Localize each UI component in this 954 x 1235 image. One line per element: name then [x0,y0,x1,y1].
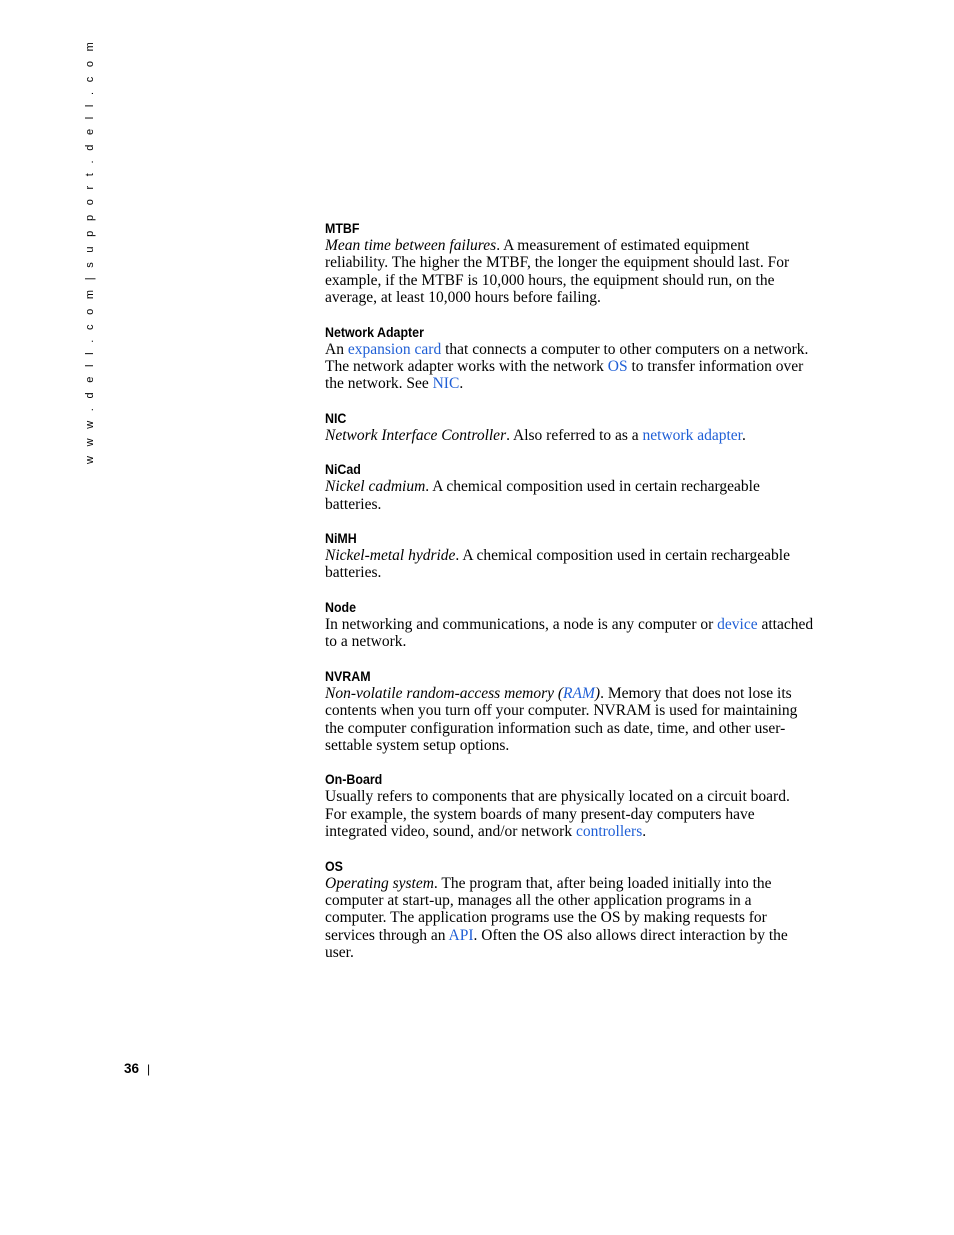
glossary-definition [325,875,815,962]
glossary-definition [325,341,815,393]
definition-text: . A chemical composition used in certain rechargeable batteries. [325,478,760,513]
definition-expansion: Operating system [325,874,434,892]
glossary-entry [325,410,815,444]
cross-reference-link[interactable]: NIC [432,375,460,393]
definition-expansion: Non-volatile random-access memory ( [325,684,564,702]
glossary-term: MTBF [325,221,360,236]
glossary-term: Node [325,599,357,615]
glossary-definition [325,788,815,840]
glossary-term: NVRAM [325,668,371,684]
definition-text: . A chemical composition used in certain rechargeable batteries. [325,547,790,582]
glossary-term: OS [325,858,343,874]
cross-reference-link[interactable]: device [717,615,758,633]
definition-text: . A measurement of estimated equipment reliability. The higher the MTBF, the longer the equipment should last. For example, if the MTBF is 10,000 hours, the equipment should run, on the average, at least 10,000 hours before failing. [325,237,790,307]
definition-expansion: ) [594,684,601,702]
definition-text: Usually refers to components that are physically located on a circuit board. For example, the system boards of many present-day computers have integrated video, sound, and/or network [325,788,790,841]
glossary-term: Network Adapter [325,324,424,340]
cross-reference-link[interactable]: RAM [563,684,595,702]
definition-text: . Memory that does not lose its contents when you turn off your computer. NVRAM is used for maintaining the computer configuration information such as date, time, and other user-settable system setup options. [325,684,798,754]
definition-text: . Also referred to as a [506,426,643,444]
definition-text: An [325,340,348,358]
glossary-definition [325,547,815,582]
glossary-entry [325,668,815,755]
definition-text: . The program that, after being loaded initially into the computer at start-up, manages all the other application programs in a computer. The application programs use the OS by making requests for services through an [325,874,772,944]
glossary-content [325,220,815,979]
definition-expansion: Network Interface Controller [325,426,507,444]
glossary-term: On-Board [325,772,383,788]
cross-reference-link[interactable]: controllers [575,823,643,841]
cross-reference-link[interactable]: expansion card [347,340,442,358]
glossary-entry [325,599,815,651]
glossary-term: NIC [325,410,347,426]
definition-expansion: Nickel-metal hydride [325,547,456,565]
footer-separator: | [147,1062,151,1076]
page-footer [124,1061,150,1076]
glossary-entry [325,858,815,962]
glossary-term: NiCad [325,462,361,478]
glossary-entry [325,461,815,513]
glossary-entry [325,324,815,393]
glossary-definition [325,478,815,513]
definition-text: that connects a computer to other computers on a network. The network adapter works with the network [325,340,809,376]
cross-reference-link[interactable]: API [448,926,474,944]
glossary-entry [325,771,815,840]
glossary-definition [325,616,815,651]
definition-text: attached to a network. [325,615,814,651]
definition-text: to transfer information over the network. See [325,358,804,393]
cross-reference-link[interactable]: OS [607,358,628,376]
glossary-term: NiMH [325,531,357,547]
glossary-definition [325,237,815,307]
sidebar-url: w w w . d e l l . c o m | s u p p o r t . d e l l . c o m [84,38,96,464]
glossary-entry [325,530,815,582]
glossary-entry [325,220,815,307]
definition-expansion: Mean time between failures [325,237,497,254]
definition-text: . Often the OS also allows direct interaction by the user. [325,926,788,962]
page-number: 36 [124,1061,140,1076]
definition-expansion: Nickel cadmium [325,478,426,496]
definition-text: . [459,375,464,393]
definition-text: . [642,823,647,841]
glossary-definition [325,427,815,444]
definition-text: In networking and communications, a node is any computer or [325,615,718,633]
cross-reference-link[interactable]: network adapter [642,426,742,444]
glossary-definition [325,685,815,755]
definition-text: . [741,426,746,444]
